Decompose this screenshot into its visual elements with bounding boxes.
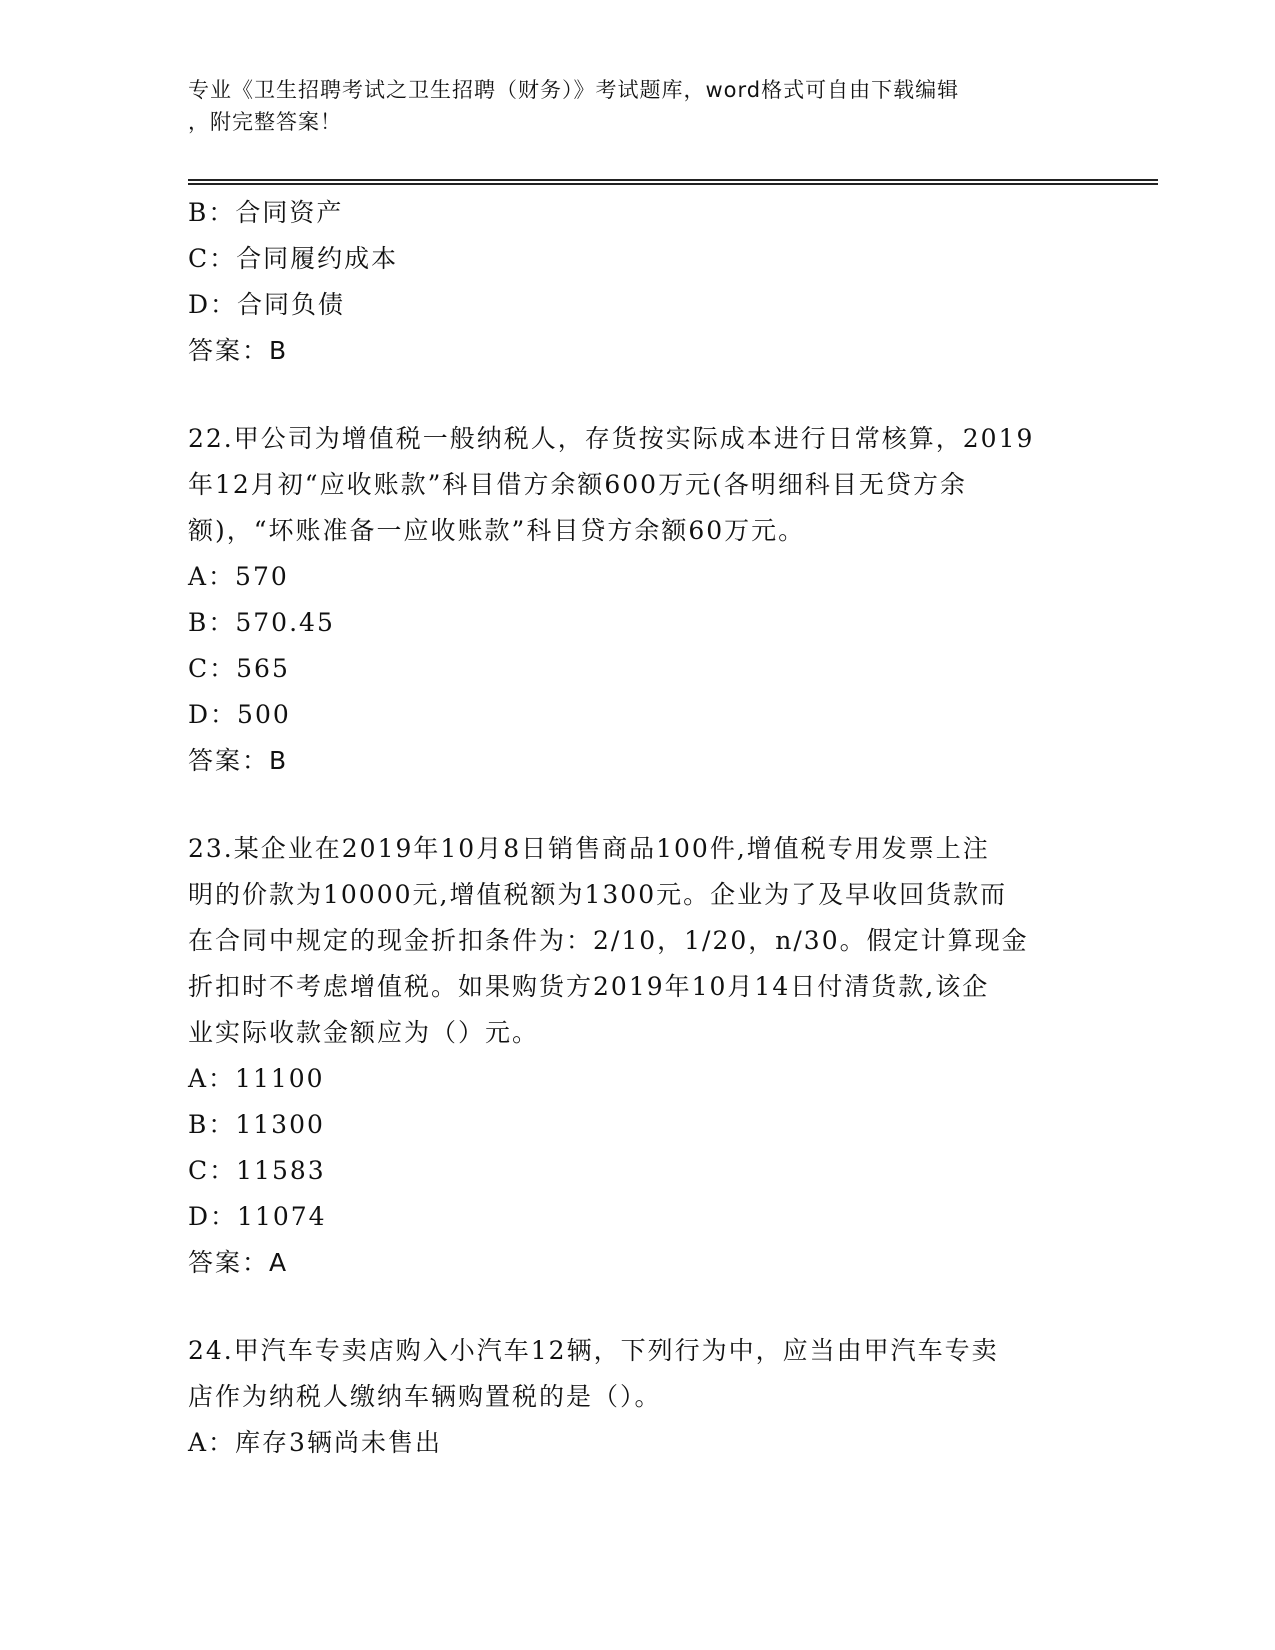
document-header <box>188 74 1068 138</box>
option-b: B：11300 <box>188 1110 325 1139</box>
option-c: C：565 <box>188 654 290 683</box>
option-d: D：合同负债 <box>188 290 346 319</box>
option-a: A：570 <box>188 562 289 591</box>
header-divider-top <box>188 179 1158 181</box>
question-21-tail <box>188 190 1088 374</box>
question-text-line: 额)，“坏账准备一应收账款”科目贷方余额60万元。 <box>188 516 806 545</box>
question-text-line: 折扣时不考虑增值税。如果购货方2019年10月14日付清货款,该企 <box>188 972 990 1001</box>
header-line-2: ，附完整答案！ <box>188 110 342 134</box>
option-d: D：500 <box>188 700 291 729</box>
option-d: D：11074 <box>188 1202 327 1231</box>
header-divider-bottom <box>188 183 1158 185</box>
question-text-line: 业实际收款金额应为（）元。 <box>188 1018 540 1047</box>
header-line-1: 专业《卫生招聘考试之卫生招聘（财务）》考试题库，word格式可自由下载编辑 <box>188 78 960 102</box>
question-text-line: 年12月初“应收账款”科目借方余额600万元(各明细科目无贷方余 <box>188 470 967 499</box>
option-c: C：合同履约成本 <box>188 244 399 273</box>
question-text-line: 明的价款为10000元,增值税额为1300元。企业为了及早收回货款而 <box>188 880 1008 909</box>
question-24 <box>188 1328 1088 1466</box>
question-22 <box>188 416 1088 784</box>
option-b: B：570.45 <box>188 608 335 637</box>
question-text-line: 23.某企业在2019年10月8日销售商品100件,增值税专用发票上注 <box>188 834 990 863</box>
question-text-line: 22.甲公司为增值税一般纳税人，存货按实际成本进行日常核算，2019 <box>188 424 1035 453</box>
option-a: A：库存3辆尚未售出 <box>188 1428 442 1457</box>
question-list <box>188 190 1088 1466</box>
answer-line: 答案：A <box>188 1248 289 1277</box>
option-c: C：11583 <box>188 1156 326 1185</box>
answer-line: 答案：B <box>188 336 289 365</box>
answer-line: 答案：B <box>188 746 289 775</box>
question-text-line: 24.甲汽车专卖店购入小汽车12辆，下列行为中，应当由甲汽车专卖 <box>188 1336 999 1365</box>
question-text-line: 店作为纳税人缴纳车辆购置税的是（）。 <box>188 1382 662 1411</box>
option-a: A：11100 <box>188 1064 325 1093</box>
question-23 <box>188 826 1088 1286</box>
option-b: B：合同资产 <box>188 198 344 227</box>
question-text-line: 在合同中规定的现金折扣条件为：2/10，1/20，n/30。假定计算现金 <box>188 926 1029 955</box>
